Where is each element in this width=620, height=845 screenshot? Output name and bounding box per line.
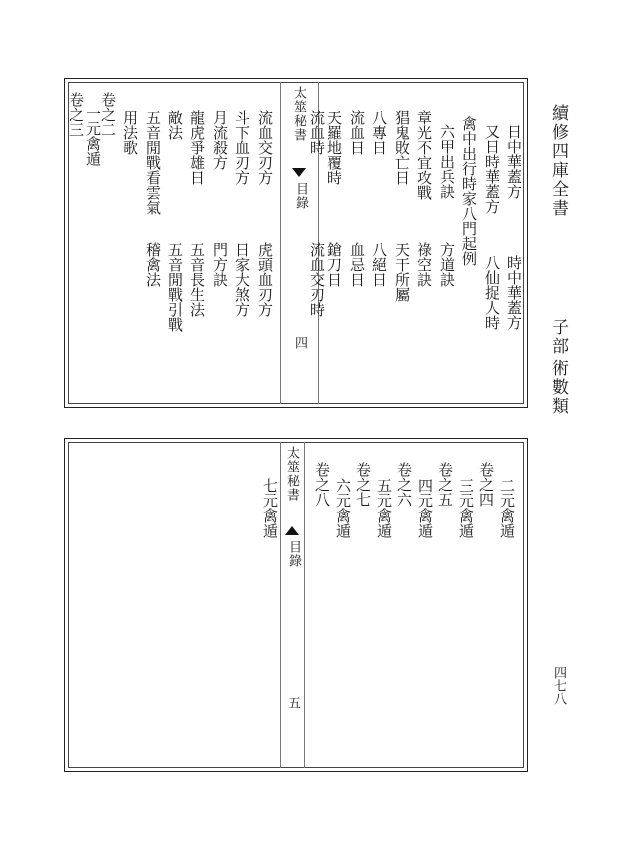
- toc-entry: 章光不宜攻戰: [415, 110, 433, 200]
- toc-entry: 時中華蓋方: [505, 255, 523, 330]
- toc-entry: 流血交刃時: [308, 242, 326, 317]
- volume-heading: 卷之七: [354, 462, 372, 507]
- toc-entry: 流血時: [308, 110, 326, 155]
- toc-entry: 血忌日: [348, 242, 366, 287]
- toc-entry: 天羅地覆時: [325, 110, 343, 185]
- toc-entry: 虎頭血刃方: [256, 242, 274, 317]
- toc-entry: 四元禽遁: [416, 478, 434, 538]
- toc-entry: 敵法: [166, 110, 184, 140]
- toc-entry: 六元禽遁: [334, 478, 352, 538]
- volume-heading: 卷之五: [436, 462, 454, 507]
- volume-heading: 卷之六: [395, 462, 413, 507]
- toc-entry: 日中華蓋方: [505, 124, 523, 199]
- center-section-label: 目錄: [286, 540, 301, 568]
- toc-entry: 又日時華蓋方: [483, 124, 501, 214]
- toc-entry: 門方訣: [211, 242, 229, 287]
- toc-entry: 龍虎爭雄日: [188, 110, 206, 185]
- toc-entry: 八絕日: [370, 242, 388, 287]
- volume-heading: 卷之四: [477, 462, 495, 507]
- toc-entry: 八仙捉人時: [483, 255, 501, 330]
- center-section-label: 目錄: [293, 182, 308, 210]
- center-page-number: 五: [285, 696, 300, 709]
- volume-heading: 卷之八: [313, 462, 331, 507]
- center-page-number: 四: [292, 336, 307, 349]
- toc-entry: 一元禽遁: [84, 106, 102, 166]
- toc-entry: 流血日: [348, 110, 366, 155]
- center-fold-line-left: [280, 442, 281, 768]
- toc-entry: 稽禽法: [144, 242, 162, 287]
- volume-heading: 卷之二: [99, 92, 117, 137]
- toc-entry: 猖鬼敗亡日: [393, 110, 411, 185]
- toc-entry: 五音閒戰看雲氣: [144, 110, 162, 215]
- toc-entry: 日家大煞方: [233, 242, 251, 317]
- fish-tail-mark-icon: [292, 168, 306, 177]
- section-label: 子部: [548, 318, 568, 356]
- toc-entry: 五元禽遁: [375, 478, 393, 538]
- toc-entry: 斗下血刃方: [233, 110, 251, 185]
- center-book-title: 太筮秘書: [291, 86, 306, 142]
- toc-entry: 月流殺方: [211, 110, 229, 170]
- toc-entry: 禽中出行時家八門起例: [460, 116, 478, 266]
- toc-entry: 用法歌: [121, 110, 139, 155]
- toc-entry: 鎗刀日: [325, 242, 343, 287]
- toc-entry: 五音閒戰引戰: [166, 242, 184, 332]
- page-number: 四七八: [551, 666, 566, 705]
- fish-tail-mark-icon: [285, 526, 299, 535]
- toc-entry: 方道訣: [438, 242, 456, 287]
- toc-entry: 祿空訣: [415, 242, 433, 287]
- toc-entry: 三元禽遁: [457, 478, 475, 538]
- center-book-title: 太筮秘書: [284, 446, 299, 502]
- center-fold-line-right: [304, 442, 305, 768]
- collection-title: 續修四庫全書: [548, 104, 568, 218]
- toc-entry: 流血交刃方: [256, 110, 274, 185]
- toc-entry: 二元禽遁: [498, 478, 516, 538]
- category-label: 術數類: [548, 359, 568, 416]
- center-fold-line-left: [280, 82, 281, 404]
- toc-entry: 七元禽遁: [261, 478, 279, 538]
- volume-heading: 卷之三: [67, 92, 85, 137]
- toc-entry: 五音長生法: [188, 242, 206, 317]
- toc-entry: 八專日: [370, 110, 388, 155]
- toc-entry: 天干所屬: [393, 242, 411, 302]
- toc-entry: 六甲出兵訣: [438, 124, 456, 199]
